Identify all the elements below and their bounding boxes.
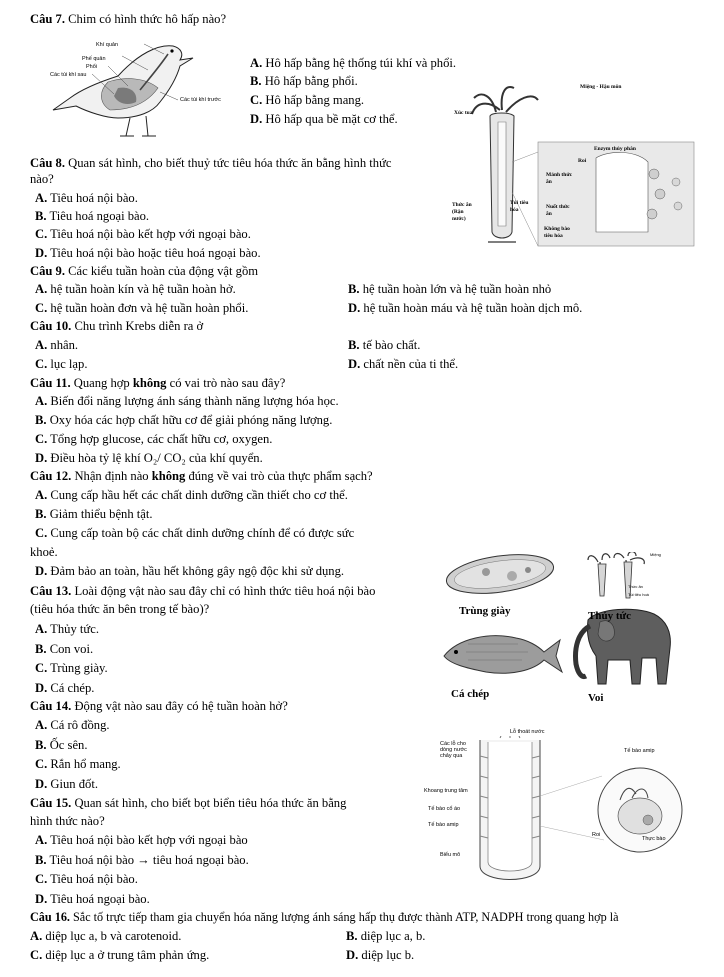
q8-option-c[interactable]: C. Tiêu hoá nội bào kết hợp với ngoại bào. xyxy=(35,227,251,241)
q7-option-b[interactable]: B. Hô hấp bằng phổi. xyxy=(250,74,358,88)
q14-stem: Câu 14. Động vật nào sau đây có hệ tuần hoàn hở? xyxy=(30,699,288,713)
hydra-label-enzyme: Enzym thủy phân xyxy=(594,146,636,152)
q7-option-a[interactable]: A. Hô hấp bằng hệ thống túi khí và phổi. xyxy=(250,56,457,70)
q10-stem: Câu 10. Chu trình Krebs diễn ra ở xyxy=(30,319,204,333)
hydra-label-swallow: Nuốt thức ăn xyxy=(546,204,570,217)
q10-option-a[interactable]: A. nhân. xyxy=(35,338,79,352)
hydra-label-vacuole: Không bào tiêu hóa xyxy=(544,226,570,239)
q16-option-d[interactable]: D. diệp lục b. xyxy=(346,948,415,962)
hydra-small-label-food: Thức ăn xyxy=(628,584,643,589)
sponge-label-amoebocyte-right: Tế bào amip xyxy=(624,748,655,754)
q16-stem: Câu 16. Sắc tố trực tiếp tham gia chuyển hóa năng lượng ánh sáng hấp thụ được thành ATP, NADPH trong quang hợp là xyxy=(30,910,619,924)
bird-label-lungs: Phổi xyxy=(86,64,98,70)
q16-option-c[interactable]: C. diệp lục a ở trung tâm phản ứng. xyxy=(30,948,210,962)
sponge-label-phagocytosis: Thực bào xyxy=(642,836,666,842)
sponge-label-amoebocyte: Tế bào amip xyxy=(428,822,459,828)
hydra-small-label-mouth: Miệng xyxy=(650,552,661,557)
q16-option-b[interactable]: B. diệp lục a, b. xyxy=(346,929,426,943)
sponge-figure xyxy=(470,736,700,896)
bird-label-posterior-sacs: Các túi khí sau xyxy=(50,72,87,78)
q8-stem-line2: nào? xyxy=(30,172,54,186)
q13-stem-line1: Câu 13. Loài động vật nào sau đây chỉ có hình thức tiêu hoá nội bào xyxy=(30,584,376,598)
q12-option-c-cont: khoẻ. xyxy=(30,545,58,559)
q11-option-a[interactable]: A. Biến đổi năng lượng ánh sáng thành năng lượng hóa học. xyxy=(35,394,339,408)
q14-option-b[interactable]: B. Ốc sên. xyxy=(35,738,88,752)
q12-option-c[interactable]: C. Cung cấp toàn bộ các chất dinh dưỡng chính để có được sức xyxy=(35,526,355,540)
q8-option-d[interactable]: D. Tiêu hoá nội bào hoặc tiêu hoá ngoại bào. xyxy=(35,246,261,260)
caption-paramecium: Trùng giày xyxy=(459,605,511,617)
sponge-label-central-cavity: Khoang trung tâm xyxy=(424,788,468,794)
q7-option-c[interactable]: C. Hô hấp bằng mang. xyxy=(250,93,365,107)
q12-option-a[interactable]: A. Cung cấp hầu hết các chất dinh dưỡng cần thiết cho cơ thể. xyxy=(35,488,348,502)
q11-option-d[interactable]: D. Điều hòa tỷ lệ khí O₂/ CO₂ của khí quyển. xyxy=(35,451,263,465)
q13-option-a[interactable]: A. Thủy tức. xyxy=(35,622,99,636)
bird-label-bronchi: Phế quản xyxy=(82,56,106,62)
q8-stem-line1: Câu 8. Quan sát hình, cho biết thuỷ tức tiêu hóa thức ăn bằng hình thức xyxy=(30,156,392,170)
hydra-label-food: Thức ăn (Rận nước) xyxy=(452,202,472,222)
q8-option-b[interactable]: B. Tiêu hoá ngoại bào. xyxy=(35,209,150,223)
caption-hydra: Thủy tức xyxy=(588,610,631,622)
bird-label-anterior-sacs: Các túi khí trước xyxy=(180,97,221,103)
q14-option-a[interactable]: A. Cá rô đồng. xyxy=(35,718,110,732)
sponge-label-collar-cell: Tế bào cổ áo xyxy=(428,806,461,812)
q15-option-a[interactable]: A. Tiêu hoá nội bào kết hợp với ngoại bào xyxy=(35,833,248,847)
q13-option-c[interactable]: C. Trùng giày. xyxy=(35,661,108,675)
q12-option-b[interactable]: B. Giảm thiểu bệnh tật. xyxy=(35,507,153,521)
q14-option-c[interactable]: C. Rắn hổ mang. xyxy=(35,757,121,771)
q15-stem-line2: hình thức nào? xyxy=(30,814,105,828)
hydra-label-mouth-anus: Miệng - Hậu môn xyxy=(580,84,622,90)
q16-option-a[interactable]: A. diệp lục a, b và carotenoid. xyxy=(30,929,182,943)
q7-stem: Câu 7. Chim có hình thức hô hấp nào? xyxy=(30,12,227,26)
q9-option-c[interactable]: C. hệ tuần hoàn đơn và hệ tuần hoàn phổi. xyxy=(35,301,249,315)
q13-option-b[interactable]: B. Con voi. xyxy=(35,642,94,656)
q15-stem-line1: Câu 15. Quan sát hình, cho biết bọt biển tiêu hóa thức ăn bằng xyxy=(30,796,347,810)
q13-stem-line2: (tiêu hóa thức ăn bên trong tế bào)? xyxy=(30,602,210,616)
q15-option-b[interactable]: B. Tiêu hoá nội bào → tiêu hoá ngoại bào. xyxy=(35,853,249,867)
q9-option-b[interactable]: B. hệ tuần hoàn lớn và hệ tuần hoàn nhỏ xyxy=(348,282,552,296)
hydra-label-food-fragment: Mảnh thức ăn xyxy=(546,172,573,185)
sponge-label-osculum: Lỗ thoát nước xyxy=(510,729,545,735)
animals-figure xyxy=(438,552,678,702)
sponge-label-epidermis: Biểu mô xyxy=(440,852,461,858)
q12-stem: Câu 12. Nhận định nào không đúng về vai trò của thực phẩm sạch? xyxy=(30,469,373,483)
q7-option-d[interactable]: D. Hô hấp qua bề mặt cơ thể. xyxy=(250,112,398,126)
q12-option-d[interactable]: D. Đảm bảo an toàn, hầu hết không gây ngộ độc khi sử dụng. xyxy=(35,564,345,578)
bird-label-trachea: Khí quản xyxy=(96,42,119,48)
q9-option-a[interactable]: A. hệ tuần hoàn kín và hệ tuần hoàn hở. xyxy=(35,282,236,296)
sponge-label-pores: Các lỗ cho dòng nước chảy qua xyxy=(440,741,467,759)
hydra-digestion-figure xyxy=(448,82,698,252)
q10-option-b[interactable]: B. tế bào chất. xyxy=(348,338,421,352)
hydra-label-gastric-pouch: Túi tiêu hóa xyxy=(510,200,529,213)
caption-elephant: Voi xyxy=(588,692,604,704)
q9-option-d[interactable]: D. hệ tuần hoàn máu và hệ tuần hoàn dịch mô. xyxy=(348,301,583,315)
q8-option-a[interactable]: A. Tiêu hoá nội bào. xyxy=(35,191,138,205)
q15-option-c[interactable]: C. Tiêu hoá nội bào. xyxy=(35,872,138,886)
q15-option-d[interactable]: D. Tiêu hoá ngoại bào. xyxy=(35,892,150,906)
q10-option-c[interactable]: C. lục lạp. xyxy=(35,357,88,371)
bird-respiratory-figure xyxy=(48,36,234,144)
q9-stem: Câu 9. Các kiểu tuần hoàn của động vật gồm xyxy=(30,264,259,278)
q11-stem: Câu 11. Quang hợp không có vai trò nào sau đây? xyxy=(30,376,286,390)
sponge-label-flagellum: Roi xyxy=(592,832,601,838)
caption-carp: Cá chép xyxy=(451,688,490,700)
q11-option-b[interactable]: B. Oxy hóa các hợp chất hữu cơ để giải phóng năng lượng. xyxy=(35,413,333,427)
q10-option-d[interactable]: D. chất nền của ti thể. xyxy=(348,357,459,371)
q14-option-d[interactable]: D. Giun đốt. xyxy=(35,777,98,791)
hydra-small-label-pouch: Túi tiêu hoá xyxy=(628,592,649,597)
hydra-label-flagellum: Roi xyxy=(578,158,587,164)
q11-option-c[interactable]: C. Tổng hợp glucose, các chất hữu cơ, oxygen. xyxy=(35,432,273,446)
hydra-label-tentacle: Xúc tua xyxy=(454,110,473,116)
q13-option-d[interactable]: D. Cá chép. xyxy=(35,681,95,695)
